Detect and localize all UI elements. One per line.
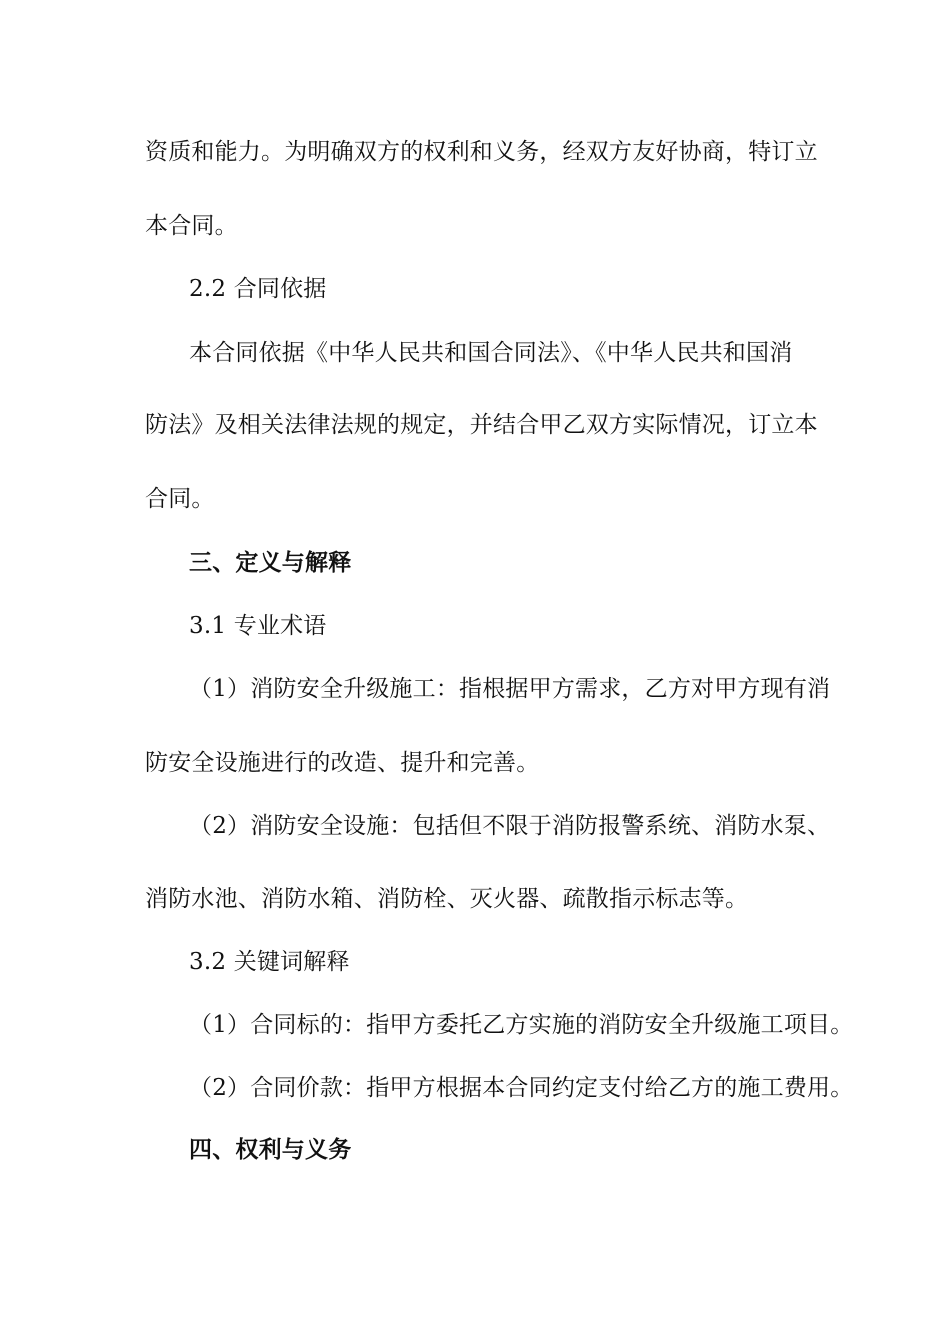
section-heading: 四、权利与义务	[189, 1136, 352, 1163]
subsection-heading: 2.2 合同依据	[189, 276, 327, 302]
paragraph-line: （1）消防安全升级施工：指根据甲方需求，乙方对甲方现有消	[189, 676, 831, 702]
paragraph-line: 消防水池、消防水箱、消防栓、灭火器、疏散指示标志等。	[145, 886, 749, 912]
paragraph-line: 防法》及相关法律法规的规定，并结合甲乙双方实际情况，订立本	[145, 412, 818, 438]
section-heading: 三、定义与解释	[189, 549, 352, 576]
paragraph-line: 本合同。	[145, 213, 238, 239]
subsection-heading: 3.1 专业术语	[189, 613, 327, 639]
paragraph-line: （1）合同标的：指甲方委托乙方实施的消防安全升级施工项目。	[189, 1012, 854, 1038]
paragraph-line: 合同。	[145, 486, 215, 512]
subsection-heading: 3.2 关键词解释	[189, 949, 350, 975]
paragraph-line: 资质和能力。为明确双方的权利和义务，经双方友好协商，特订立	[145, 139, 818, 165]
paragraph-line: 本合同依据《中华人民共和国合同法》、《中华人民共和国消	[189, 340, 793, 366]
paragraph-line: （2）消防安全设施：包括但不限于消防报警系统、消防水泵、	[189, 813, 831, 839]
paragraph-line: 防安全设施进行的改造、提升和完善。	[145, 750, 540, 776]
paragraph-line: （2）合同价款：指甲方根据本合同约定支付给乙方的施工费用。	[189, 1075, 854, 1101]
